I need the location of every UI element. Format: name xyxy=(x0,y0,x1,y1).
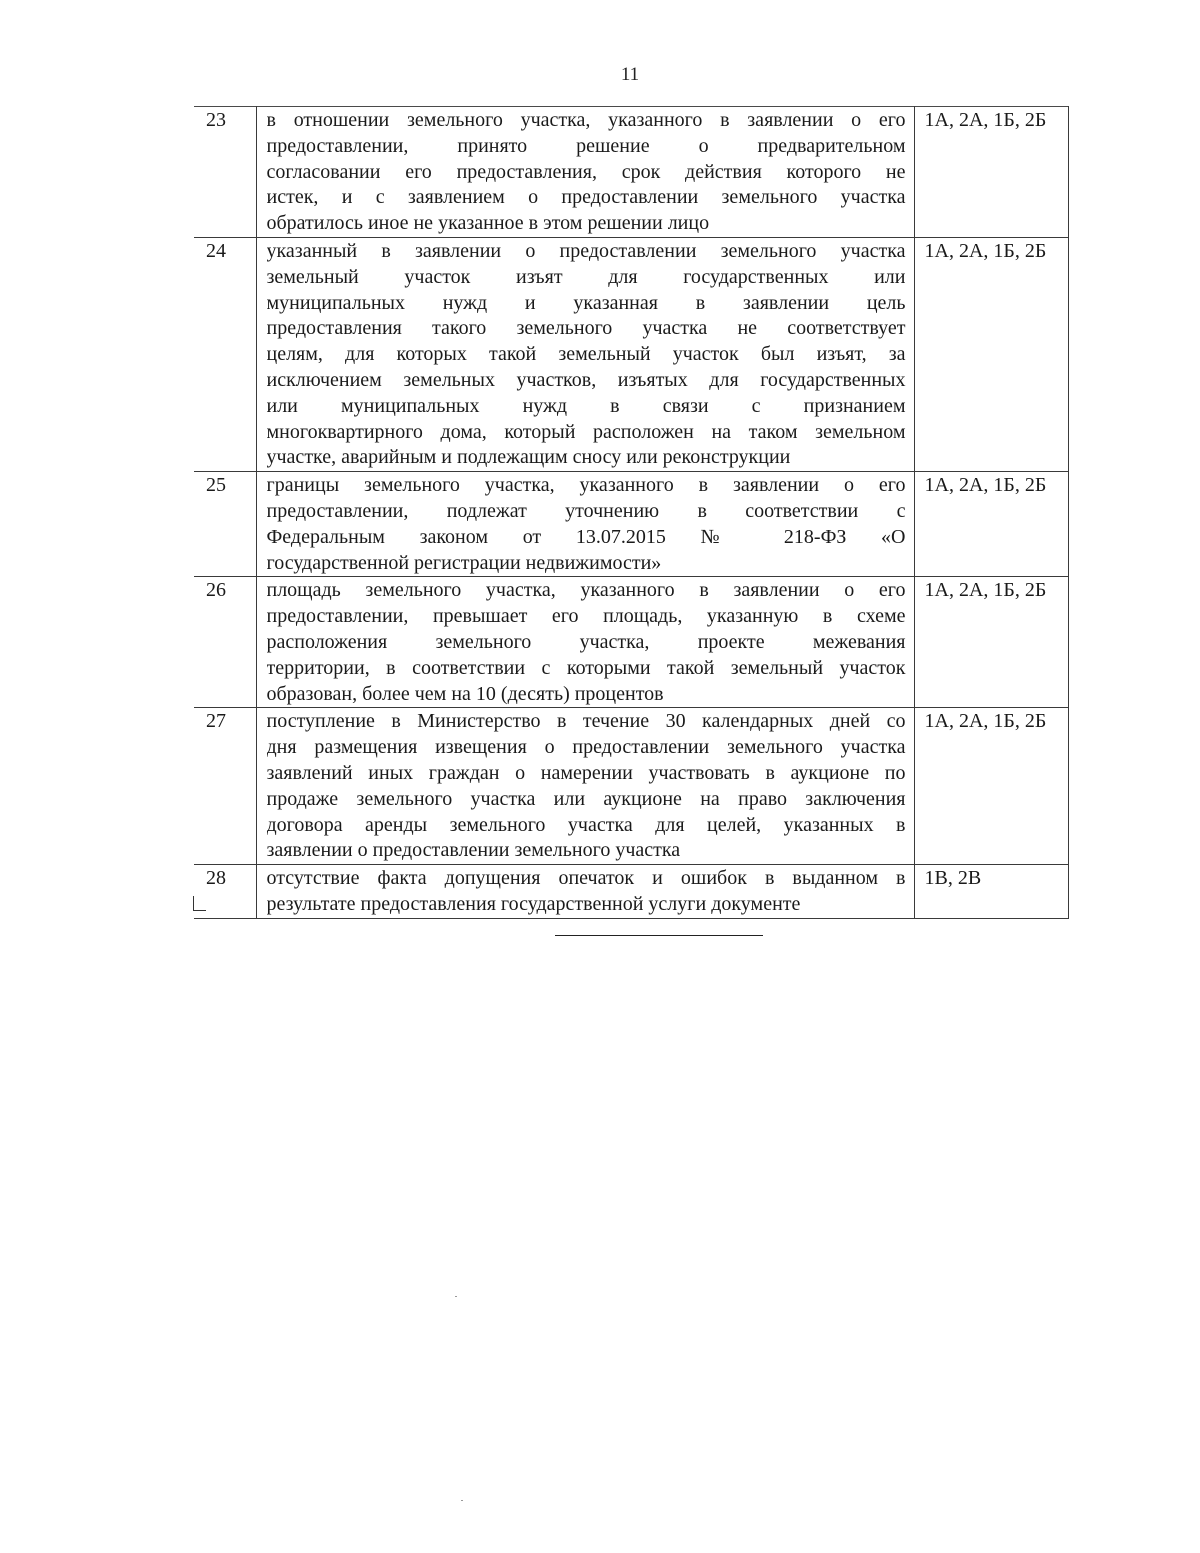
description-line: Федеральным законом от 13.07.2015 № 218-ФЗ «О xyxy=(266,525,906,548)
table-row xyxy=(194,865,1068,919)
description-line: или муниципальных нужд в связи с признанием xyxy=(266,394,906,417)
description-line: предоставления такого земельного участка не соответствует xyxy=(266,317,906,340)
description-line: истек, и с заявлением о предоставлении земельного участка xyxy=(266,186,906,209)
row-number: 23 xyxy=(194,107,256,238)
description-line: границы земельного участка, указанного в заявлении о его xyxy=(266,474,906,497)
ground-description xyxy=(256,708,914,865)
page-number: 11 xyxy=(620,64,640,85)
table-corner-mark xyxy=(193,896,206,911)
description-line: отсутствие факта допущения опечаток и ошибок в выданном в xyxy=(266,867,906,890)
description-line: предоставлении, превышает его площадь, указанную в схеме xyxy=(266,605,906,628)
row-number: 25 xyxy=(194,472,256,577)
applicable-codes: 1А, 2А, 1Б, 2Б xyxy=(914,107,1068,238)
grounds-table xyxy=(194,106,1069,919)
description-line: исключением земельных участков, изъятых для государственных xyxy=(266,368,906,391)
description-line: заявлении о предоставлении земельного участка xyxy=(266,839,681,862)
description-line: муниципальных нужд и указанная в заявлении цель xyxy=(266,291,906,314)
table-row xyxy=(194,472,1068,577)
description-line: предоставлении, подлежат уточнению в соответствии с xyxy=(266,499,906,522)
ground-description xyxy=(256,237,914,471)
description-line: земельный участок изъят для государственных или xyxy=(266,265,906,288)
row-number: 28 xyxy=(194,865,256,919)
applicable-codes: 1В, 2В xyxy=(914,865,1068,919)
description-line: заявлений иных граждан о намерении участвовать в аукционе по xyxy=(266,761,906,784)
description-line: продаже земельного участка или аукционе на право заключения xyxy=(266,787,906,810)
description-line: обратилось иное не указанное в этом решении лицо xyxy=(266,212,710,235)
description-line: участке, аварийным и подлежащим сносу или реконструкции xyxy=(266,446,791,469)
description-line: дня размещения извещения о предоставлении земельного участка xyxy=(266,736,906,759)
applicable-codes: 1А, 2А, 1Б, 2Б xyxy=(914,237,1068,471)
description-line: предоставлении, принято решение о предварительном xyxy=(266,134,906,157)
applicable-codes: 1А, 2А, 1Б, 2Б xyxy=(914,472,1068,577)
row-number: 27 xyxy=(194,708,256,865)
description-line: поступление в Министерство в течение 30 календарных дней со xyxy=(266,710,906,733)
description-line: в отношении земельного участка, указанного в заявлении о его xyxy=(266,109,906,131)
table-row xyxy=(194,708,1068,865)
description-line: государственной регистрации недвижимости» xyxy=(266,551,662,574)
end-of-document-line xyxy=(555,935,763,936)
description-line: образован, более чем на 10 (десять) процентов xyxy=(266,682,664,705)
scan-speck xyxy=(455,1296,457,1297)
ground-description xyxy=(256,865,914,919)
description-line: указанный в заявлении о предоставлении земельного участка xyxy=(266,239,906,262)
description-line: согласовании его предоставления, срок действия которого не xyxy=(266,160,906,183)
ground-description xyxy=(256,472,914,577)
ground-description xyxy=(256,577,914,708)
table-row xyxy=(194,577,1068,708)
table-body xyxy=(194,107,1068,919)
ground-description xyxy=(256,107,914,238)
description-line: многоквартирного дома, который расположен на таком земельном xyxy=(266,420,906,443)
description-line: территории, в соответствии с которыми такой земельный участок xyxy=(266,656,906,679)
row-number: 26 xyxy=(194,577,256,708)
applicable-codes: 1А, 2А, 1Б, 2Б xyxy=(914,577,1068,708)
description-line: площадь земельного участка, указанного в заявлении о его xyxy=(266,579,906,602)
table-row xyxy=(194,237,1068,471)
scan-speck xyxy=(461,1500,463,1501)
description-line: целям, для которых такой земельный участок был изъят, за xyxy=(266,343,906,366)
table-row xyxy=(194,107,1068,238)
description-line: расположения земельного участка, проекте межевания xyxy=(266,630,906,653)
description-line: результате предоставления государственной услуги документе xyxy=(266,892,801,915)
applicable-codes: 1А, 2А, 1Б, 2Б xyxy=(914,708,1068,865)
description-line: договора аренды земельного участка для целей, указанных в xyxy=(266,813,906,836)
row-number: 24 xyxy=(194,237,256,471)
